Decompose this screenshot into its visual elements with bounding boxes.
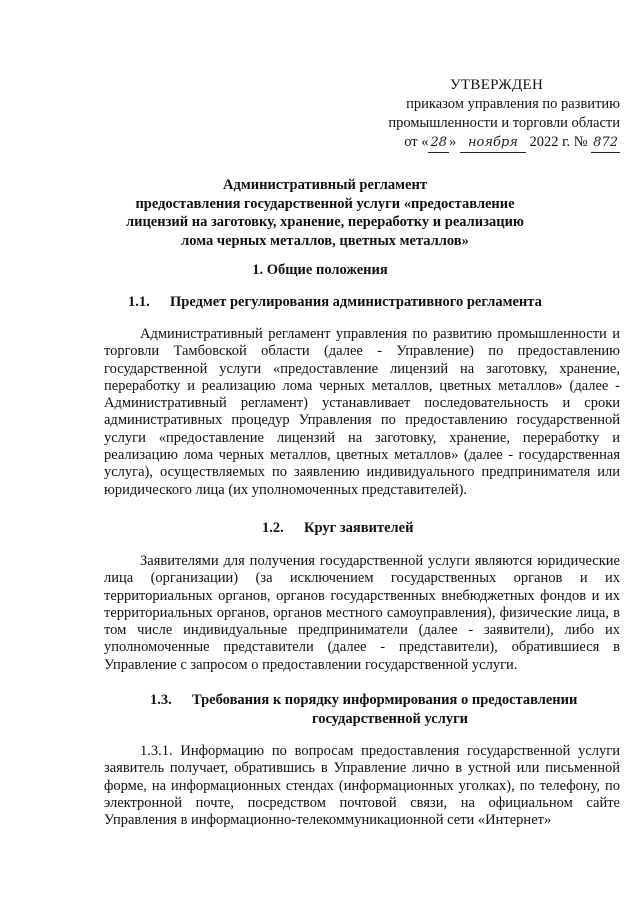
paragraph-1-1: Административный регламент управления по развитию промышленности и торговли Тамбовской области (далее - Управление) по предоставлению государственной услуги «предоставление лицензий на заготовку, хранение, переработку и реализацию лома черных металлов, цветных металлов» (далее - Административный регламент) устанавливает последовательность и сроки административных процедур Управления по предоставлению государственной услуги «предоставление лицензий на заготовку, хранение, переработку и реализацию лома черных металлов, цветных металлов» (далее - государственная услуга), осуществляемых по заявлению индивидуального предпринимателя или юридического лица (их уполномоченных представителей). — [104, 326, 620, 498]
approval-year: 2022 г. № — [529, 134, 588, 150]
paragraph-1-3-1: 1.3.1. Информацию по вопросам предоставления государственной услуги заявитель получает, обратившись в Управление лично в устной или письменной форме, на информационных стендах (информационных уголках), по телефону, по электронной почте, посредством почтовой связи, на официальном сайте Управления в информационно-телекоммуникационной сети «Интернет» — [104, 743, 620, 829]
subsection-1-1-heading — [128, 294, 542, 311]
subsection-1-2-number: 1.2. — [262, 520, 284, 536]
document-title-line-2: предоставления государственной услуги «предоставление — [135, 195, 515, 212]
approval-date-line — [370, 133, 620, 153]
subsection-1-2-title: Круг заявителей — [304, 520, 414, 536]
approval-quote-close: » — [449, 134, 457, 150]
approval-line-2: промышленности и торговли области — [388, 115, 620, 131]
approval-line-1: приказом управления по развитию — [406, 96, 620, 112]
subsection-1-1-title: Предмет регулирования административного регламента — [170, 294, 542, 310]
approval-day: 28 — [428, 133, 449, 153]
subsection-1-2-heading — [262, 520, 413, 537]
subsection-1-3-heading — [150, 692, 577, 709]
document-title — [90, 176, 560, 250]
approval-title: УТВЕРЖДЕН — [450, 77, 544, 93]
subsection-1-3-number: 1.3. — [150, 692, 172, 708]
approval-stamp — [370, 76, 620, 153]
section-1-heading: 1. Общие положения — [252, 262, 388, 278]
subsection-1-3-title-line-1: Требования к порядку информирования о предоставлении — [192, 692, 578, 708]
document-title-line-3: лицензий на заготовку, хранение, переработку и реализацию — [125, 214, 525, 230]
approval-month: ноября — [460, 133, 526, 153]
subsection-1-3-title-line-2: государственной услуги — [312, 711, 469, 727]
paragraph-1-2: Заявителями для получения государственной услуги являются юридические лица (организации) (за исключением государственных органов и их территориальных органов, органов государственных внебюджетных фондов и их территориальных органов, органов местного самоуправления), физические лица, в том числе индивидуальные предприниматели (далее - заявители), либо их уполномоченные представители (далее - представители), обратившиеся в Управление с запросом о предоставлении государственной услуги. — [104, 553, 620, 673]
document-title-line-4: лома черных металлов, цветных металлов» — [181, 232, 469, 249]
approval-number: 872 — [591, 133, 620, 153]
approval-from: от « — [404, 134, 429, 150]
subsection-1-1-number: 1.1. — [128, 294, 150, 310]
document-title-line-1: Административный регламент — [223, 177, 427, 193]
